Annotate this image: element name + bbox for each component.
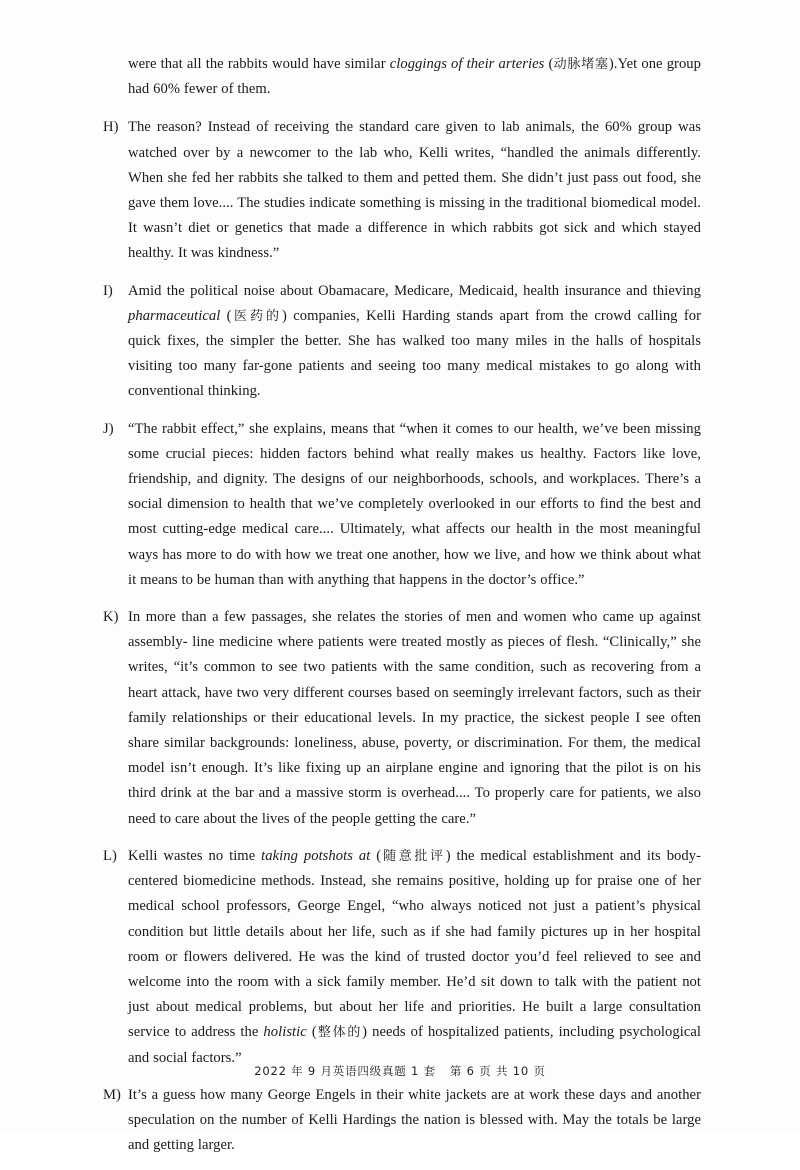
text-run: ) needs of hospitalized patients, including psychological and social factors.”: [128, 1024, 701, 1066]
italic-term: holistic: [263, 1024, 307, 1041]
paragraph-text: [128, 417, 701, 593]
chinese-gloss: 整体的: [316, 1025, 363, 1041]
paragraph-k: [103, 605, 701, 832]
text-run: “The rabbit effect,” she explains, means that “when it comes to our health, we’ve been missing some crucial pieces: hidden factors behind what really makes us healthy. Factors like love, friendship, and dignity. The designs of our neighborhoods, schools, and workplaces. There’s a social dimension to health that we’ve completely overlooked in our efforts to find the best and most cutting-edge medical care.... Ultimately, what affects our health in the most meaningful ways has more to do with how we treat one another, how we live, and how we think about what it means to be human than with anything that happens in the doctor’s office.”: [128, 420, 701, 588]
text-run: ) the medical establishment and its body-centered biomedicine methods. Instead, she remains positive, holding up for praise one of her medical school professors, George Engel, “who always noticed not just a patient’s physical condition but little details about her life, such as if she had family pictures up in her hospital room or flowers delivered. He was the kind of trusted doctor you’d feel relieved to see and welcome into the room with a sick family member. He’d sit down to talk with the patient not just about medical problems, but about her life and priorities. He built a large consultation service to address the: [128, 847, 702, 1041]
paragraph-text: [128, 52, 701, 102]
paragraph-label: K): [103, 609, 119, 626]
paragraph-label: J): [103, 420, 114, 437]
paragraph-label: H): [103, 119, 119, 136]
italic-term: cloggings of their arteries: [389, 56, 545, 72]
footer-page-label: 第 6 页 共 10 页: [449, 1064, 546, 1078]
page-footer: [0, 1062, 800, 1080]
text-run: Amid the political noise about Obamacare, Medicare, Medicaid, health insurance and thieving: [128, 282, 701, 299]
paragraph-l: [103, 844, 701, 1071]
italic-term: pharmaceutical: [128, 307, 221, 324]
chinese-gloss: 动脉堵塞: [553, 57, 609, 72]
text-run: (: [220, 307, 232, 324]
paragraph-text: [128, 605, 701, 832]
paragraph-h: [103, 115, 701, 266]
passage-body: [103, 52, 701, 1170]
text-run: It’s a guess how many George Engels in their white jackets are at work these days and another speculation on the number of Kelli Hardings the nation is blessed with. May the totals be large and getting larger.: [128, 1086, 701, 1154]
text-run: (: [306, 1024, 317, 1041]
text-run: The reason? Instead of receiving the standard care given to lab animals, the 60% group was watched over by a newcomer to the lab who, Kelli writes, “handled the animals differently. When she fed her rabbits she talked to them and petted them. She didn’t just pass out food, she gave them love.... The studies indicate something is missing in the traditional biomedical model. It wasn’t diet or genetics that made a difference in which rabbits got sick and which stayed healthy. It was kindness.”: [128, 119, 701, 262]
text-run: (: [544, 56, 554, 72]
paragraph-m: [103, 1083, 701, 1159]
paragraph-continuation: [103, 52, 701, 102]
paragraph-label: L): [103, 847, 117, 864]
paragraph-text: [128, 115, 701, 266]
chinese-gloss: 随意批评: [381, 848, 446, 864]
paragraph-j: [103, 417, 701, 593]
italic-term: taking potshots at: [261, 847, 371, 864]
paragraph-label: M): [103, 1086, 121, 1103]
text-run: In more than a few passages, she relates the stories of men and women who came up against assembly- line medicine where patients were treated mostly as pieces of flesh. “Clinically,” she writes, “it’s common to see two patients with the same condition, such as recovering from a heart attack, have two very different courses based on seemingly irrelevant factors, such as their family relationships or their educational levels. In my practice, the sickest people I see often share similar backgrounds: loneliness, abuse, poverty, or discrimination. For them, the medical model isn’t enough. It’s like fixing up an airplane engine and ignoring that the pilot is on his third drink at the bar and a massive storm is overhead.... To properly care for patients, we also need to care about the lives of the people getting the care.”: [128, 609, 701, 827]
text-run: Kelli wastes no time: [128, 847, 262, 864]
text-run: ).Yet one group had 60% fewer of them.: [128, 56, 701, 98]
paragraph-label: I): [103, 282, 113, 299]
text-run: ) companies, Kelli Harding stands apart from the crowd calling for quick fixes, the simpler the better. She has walked too many miles in the halls of hospitals visiting too many far-gone patients and seeing too many medical mistakes to go along with conventional thinking.: [128, 307, 701, 400]
paragraph-text: [128, 1083, 701, 1159]
paragraph-i: [103, 279, 701, 405]
text-run: were that all the rabbits would have similar: [128, 56, 390, 72]
text-run: (: [370, 847, 382, 864]
footer-exam-title: 2022 年 9 月英语四级真题 1 套: [254, 1064, 436, 1078]
chinese-gloss: 医药的: [231, 308, 283, 324]
paragraph-text: [128, 844, 701, 1071]
paragraph-text: [128, 279, 701, 405]
